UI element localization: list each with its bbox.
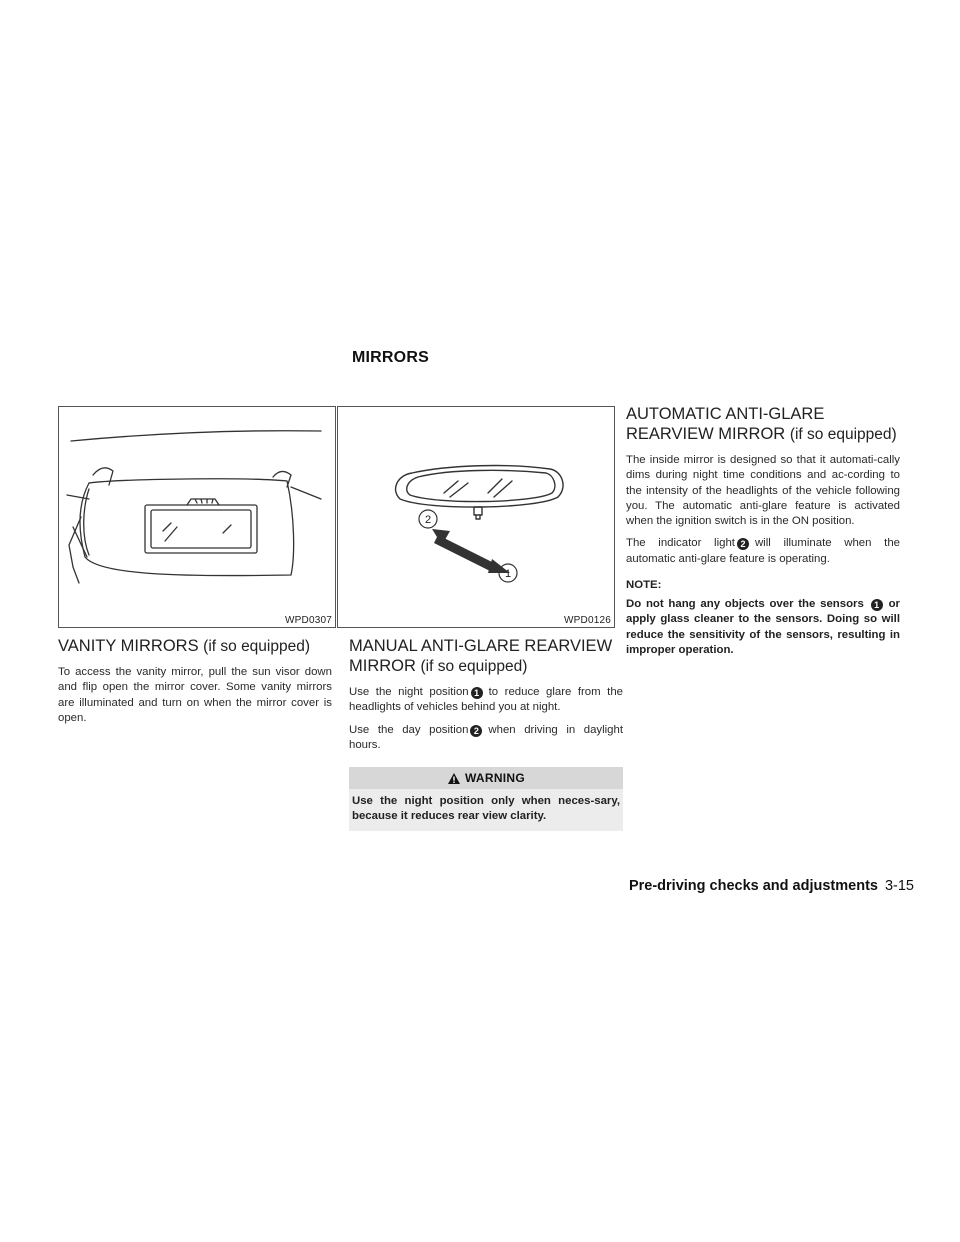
note-after: or apply glass cleaner to the sensors. Doing so will reduce the sensitivity of the sensors, resulting in improper operation. [626,598,900,656]
warning-header [349,767,623,789]
automatic-paragraph-1: The inside mirror is designed so that it automati-cally dims during night time conditions and ac-cording to the intensity of the headlights of the vehicle following you. The automatic anti-glare feature is activated when the ignition switch is in the ON position. [626,454,900,528]
chapter-title: Pre-driving checks and adjustments [628,878,878,894]
rearview-mirror-illustration [338,407,615,628]
section-title: MIRRORS [352,349,429,366]
figure-code: WPD0307 [285,615,332,626]
manual-paragraph-1 [349,685,623,716]
manual-p1-after: to reduce glare from the headlights of vehicles behind you at night. [349,686,623,714]
figure-code: WPD0126 [564,615,611,626]
manual-p2-before: Use the day position [349,723,469,736]
callout-1: 1 [504,568,512,580]
manual-heading-sub: (if so equipped) [420,658,528,675]
manual-heading-line1: MANUAL ANTI-GLARE REARVIEW [349,637,613,655]
automatic-section [626,404,900,658]
vanity-body: To access the vanity mirror, pull the sun visor down and flip open the mirror cover. Some vanity mirrors are illuminated and turn on when the mirror cover is open. [58,666,332,724]
automatic-heading-line2: REARVIEW MIRROR [626,425,786,443]
sun-visor-illustration [59,407,336,628]
automatic-paragraph-2 [626,536,900,567]
manual-heading-line2: MIRROR [349,657,416,675]
callout-2-marker: 2 [737,538,749,550]
night-day-arrow-icon [432,529,510,573]
callout-1-marker: 1 [871,599,883,611]
manual-paragraph-2 [349,723,623,754]
vanity-mirror-figure [58,406,336,628]
vanity-heading-text: VANITY MIRRORS [58,637,199,655]
vanity-heading-sub: (if so equipped) [203,638,311,655]
callout-1-marker: 1 [471,687,483,699]
page-footer [629,878,914,894]
warning-body: Use the night position only when neces-sary, because it reduces rear view clarity. [349,789,623,831]
automatic-p2-before: The indicator light [626,537,735,550]
vanity-section [58,636,332,733]
page-number: 3-15 [884,878,914,894]
warning-icon [447,772,461,785]
vanity-heading [58,636,332,657]
manual-p1-before: Use the night position [349,686,469,698]
automatic-p2-after: will illuminate when the automatic anti-glare feature is operating. [626,537,900,565]
manual-p2-after: when driving in daylight hours. [349,723,623,751]
manual-section [349,636,623,831]
manual-heading [349,636,623,677]
note-label: NOTE: [626,579,662,592]
automatic-heading [626,404,900,445]
warning-title: WARNING [464,771,526,786]
callout-2-marker: 2 [470,725,482,737]
callout-2: 2 [424,514,432,526]
manual-mirror-figure [337,406,615,628]
automatic-heading-line1: AUTOMATIC ANTI-GLARE [626,405,825,423]
note-body [626,597,900,658]
automatic-heading-sub: (if so equipped) [789,426,897,443]
note-before: Do not hang any objects over the sensors [626,598,864,611]
